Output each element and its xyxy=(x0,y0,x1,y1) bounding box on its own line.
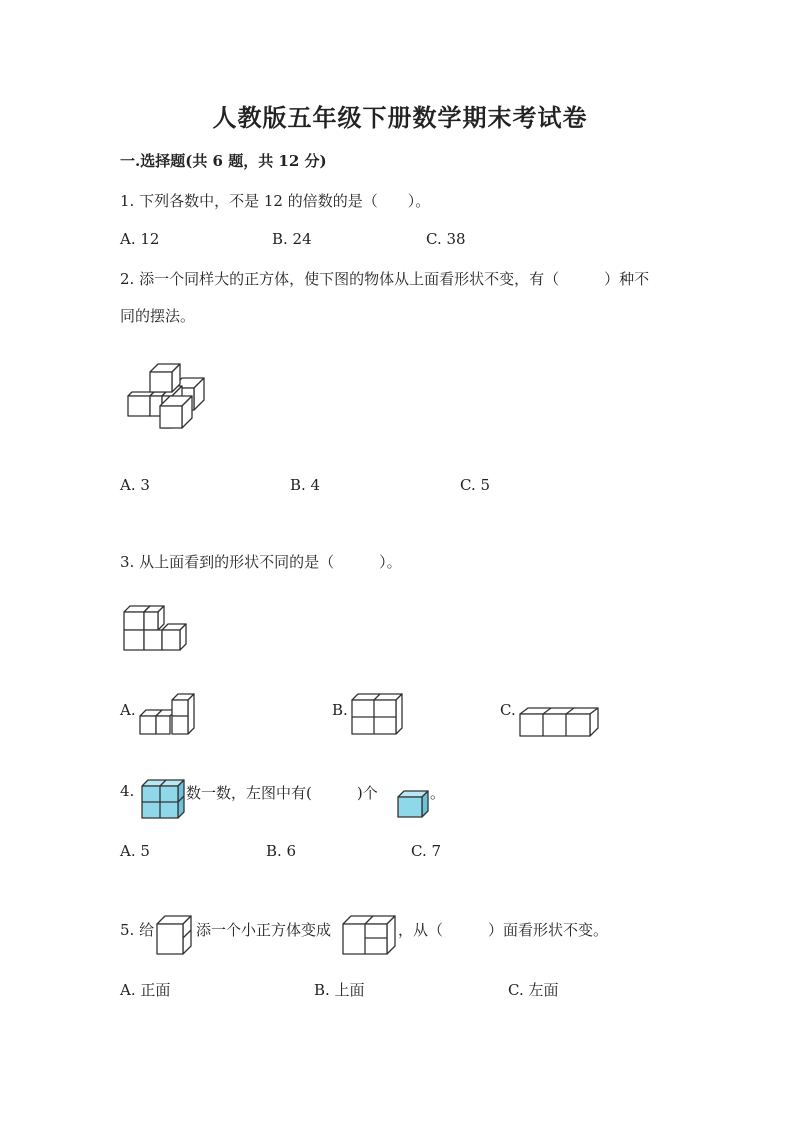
q1-option-b[interactable]: B. 24 xyxy=(272,230,312,248)
q1-option-c[interactable]: C. 38 xyxy=(426,230,466,248)
section-heading: 一.选择题(共 6 题，共 12 分) xyxy=(120,152,327,170)
q5-option-c[interactable]: C. 左面 xyxy=(508,981,559,999)
q3-option-b[interactable]: B. xyxy=(332,701,348,719)
q5-option-a[interactable]: A. 正面 xyxy=(120,981,171,999)
question-5-text-middle: 添一个小正方体变成 xyxy=(196,921,332,939)
q3-option-b-figure[interactable] xyxy=(350,694,404,736)
q2-option-b[interactable]: B. 4 xyxy=(290,476,321,494)
q5-start-shape xyxy=(155,914,193,956)
q2-option-c[interactable]: C. 5 xyxy=(460,476,491,494)
question-1-text: 1. 下列各数中，不是 12 的倍数的是（ ）。 xyxy=(120,192,431,210)
page-title: 人教版五年级下册数学期末考试卷 xyxy=(212,103,588,132)
question-4-end: 。 xyxy=(430,784,446,802)
q4-blue-cube-stack xyxy=(140,778,186,820)
q5-option-b[interactable]: B. 上面 xyxy=(314,981,365,999)
q4-single-blue-cube xyxy=(396,790,430,818)
q4-option-b[interactable]: B. 6 xyxy=(266,842,297,860)
question-4-text: 数一数，左图中有( )个 xyxy=(186,784,378,802)
q2-option-a[interactable]: A. 3 xyxy=(120,476,150,494)
q3-reference-figure xyxy=(122,604,188,652)
q3-option-a-figure[interactable] xyxy=(138,694,196,736)
question-5-text-end: ，从（ ）面看形状不变。 xyxy=(398,921,609,939)
q4-option-c[interactable]: C. 7 xyxy=(411,842,442,860)
question-5-text-start: 5. 给 xyxy=(120,921,155,939)
q4-option-a[interactable]: A. 5 xyxy=(120,842,150,860)
q5-result-shape xyxy=(341,914,397,956)
question-2-text-line2: 同的摆法。 xyxy=(120,307,196,325)
q2-cube-figure xyxy=(124,362,208,430)
question-3-text: 3. 从上面看到的形状不同的是（ ）。 xyxy=(120,553,402,571)
q3-option-c[interactable]: C. xyxy=(500,701,516,719)
question-2-text-line1: 2. 添一个同样大的正方体，使下图的物体从上面看形状不变，有（ ）种不 xyxy=(120,270,650,288)
q3-option-a[interactable]: A. xyxy=(120,701,136,719)
q1-option-a[interactable]: A. 12 xyxy=(120,230,160,248)
question-4-number: 4. xyxy=(120,782,135,800)
q3-option-c-figure[interactable] xyxy=(518,706,600,738)
